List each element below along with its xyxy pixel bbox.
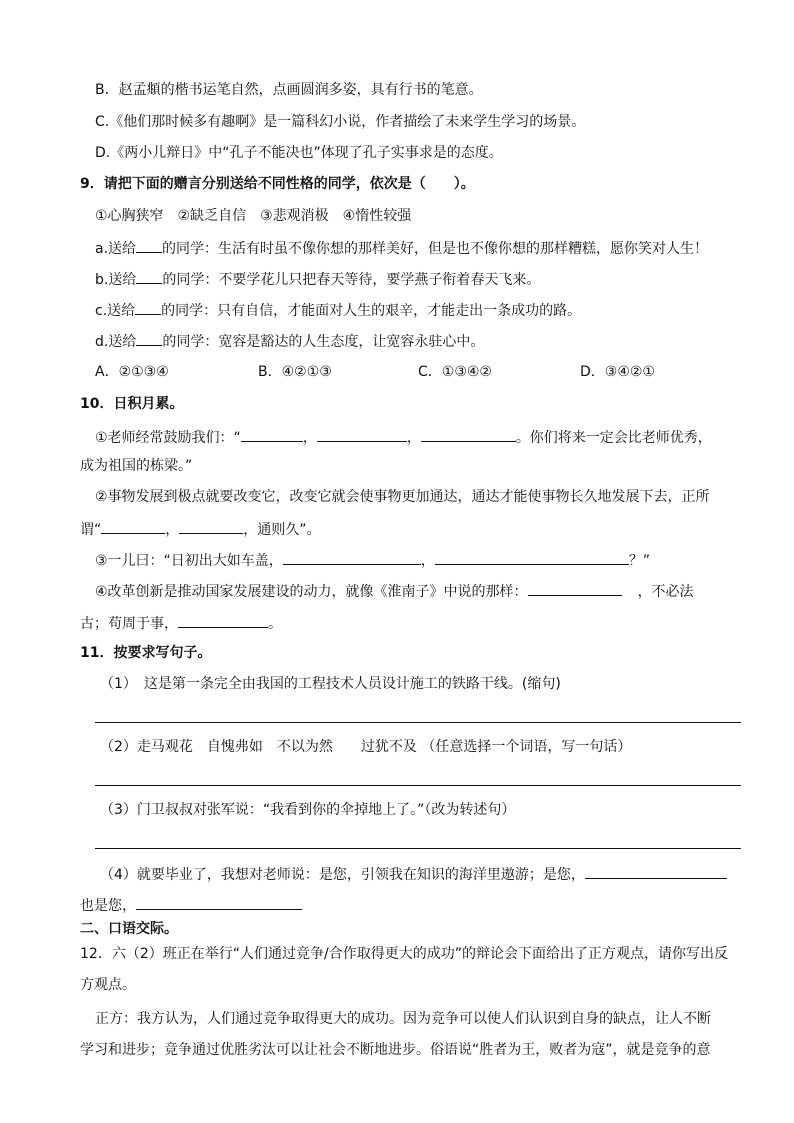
- q10-item4: [95, 580, 694, 602]
- q9-traits: ①心胸狭窄 ②缺乏自信 ③悲观消极 ④惰性较强: [95, 208, 412, 224]
- q9-choice-c[interactable]: C．①③④②: [418, 364, 492, 380]
- q10-item1-line2: 成为祖国的栋梁。”: [80, 458, 193, 474]
- q10-item1-pre: ①老师经常鼓励我们：“: [95, 430, 241, 446]
- q10-item2-post: ，通则久”。: [243, 522, 321, 538]
- q10-blank-9[interactable]: [178, 612, 268, 628]
- q11-sentence-4: [100, 863, 727, 885]
- q10-item1: [95, 426, 712, 448]
- q9-item-c: [95, 299, 581, 321]
- q11-sentence-2: （2）走马观花 自愧弗如 不以为然 过犹不及 （任意选择一个词语，写一句话）: [100, 739, 632, 755]
- q9-item-d-pre: d.送给: [95, 334, 137, 350]
- q9-item-c-pre: c.送给: [95, 303, 136, 319]
- q10-blank-1[interactable]: [241, 426, 303, 442]
- q9-item-b-post: 的同学：不要学花儿只把春天等待，要学燕子衔着春天飞来。: [162, 272, 541, 288]
- q9-item-b-pre: b.送给: [95, 272, 137, 288]
- q10-item4-pre: ④改革创新是推动国家发展建设的动力，就像《淮南子》中说的那样：: [95, 584, 528, 600]
- q11-stem: 11．按要求写句子。: [80, 645, 212, 661]
- q11-sentence-4-line2-text: 也是您，: [80, 898, 136, 914]
- q12-line-1: 12．六（2）班正在举行“人们通过竞争/合作取得更大的成功”的辩论会下面给出了正方观点，请你写出反: [80, 946, 728, 962]
- q9-blank-b[interactable]: [136, 268, 162, 284]
- q10-sep2: ，: [406, 430, 421, 446]
- q9-stem: 9．请把下面的赠言分别送给不同性格的同学，依次是（ ）。: [80, 176, 475, 192]
- q9-item-a: [95, 237, 708, 259]
- q11-sentence-4-text: （4）就要毕业了，我想对老师说：是您，引领我在知识的海洋里遨游；是您，: [100, 867, 585, 883]
- q10-item4-line2-post: 。: [268, 616, 282, 632]
- q9-blank-d[interactable]: [136, 330, 162, 346]
- q12-line-4: 学习和进步；竞争通过优胜劣汰可以让社会不断地进步。俗语说“胜者为王，败者为寇”，就是竞争的意: [80, 1042, 711, 1058]
- q9-item-c-post: 的同学：只有自信，才能面对人生的艰辛，才能走出一条成功的路。: [161, 303, 582, 319]
- q10-sep1: ，: [302, 430, 317, 446]
- q12-line-2: 方观点。: [80, 977, 136, 993]
- q10-item2-line2-pre: 谓“: [80, 522, 102, 538]
- q9-blank-c[interactable]: [135, 299, 161, 315]
- q9-choice-b[interactable]: B．④②①③: [258, 364, 332, 380]
- q11-sentence-1: （1） 这是第一条完全由我国的工程技术人员设计施工的铁路干线。(缩句): [100, 676, 561, 692]
- q9-choice-d[interactable]: D．③④②①: [580, 364, 655, 380]
- q10-item1-post: 。你们将来一定会比老师优秀，: [515, 430, 712, 446]
- q11-answer-line-2[interactable]: [95, 785, 741, 786]
- q9-item-a-pre: a.送给: [95, 241, 137, 257]
- q10-item4-line2-pre: 古；苟周于事，: [80, 616, 178, 632]
- q9-choice-a[interactable]: A．②①③④: [95, 364, 169, 380]
- q10-stem: 10．日积月累。: [80, 396, 184, 412]
- q10-item3-pre: ③一儿曰：“日初出大如车盖，: [95, 553, 283, 569]
- q10-item2-sep: ，: [165, 522, 180, 538]
- q9-item-a-post: 的同学：生活有时虽不像你想的那样美好，但是也不像你想的那样糟糕，愿你笑对人生！: [162, 241, 709, 257]
- q10-item3-post: ？”: [628, 553, 651, 569]
- q10-blank-8[interactable]: [528, 580, 622, 596]
- q11-blank-4a[interactable]: [585, 863, 727, 879]
- q10-item3: [95, 549, 650, 571]
- q11-blank-4b[interactable]: [136, 894, 302, 910]
- q10-blank-6[interactable]: [283, 549, 421, 565]
- q8-option-d: D.《两小儿辩日》中“孔子不能决也”体现了孔子实事求是的态度。: [95, 145, 503, 161]
- q9-item-d-post: 的同学：宽容是豁达的人生态度，让宽容永驻心中。: [162, 334, 485, 350]
- q11-sentence-4-line2: [80, 894, 302, 916]
- q10-blank-3[interactable]: [421, 426, 516, 442]
- q9-item-b: [95, 268, 540, 290]
- q8-option-c: C.《他们那时候多有趣啊》是一篇科幻小说，作者描绘了未来学生学习的场景。: [95, 114, 586, 130]
- q9-item-d: [95, 330, 484, 352]
- q10-blank-4[interactable]: [101, 518, 165, 534]
- q12-line-3: 正方：我方认为，人们通过竞争取得更大的成功。因为竞争可以使人们认识到自身的缺点，让人不断: [95, 1011, 711, 1027]
- q11-answer-line-1[interactable]: [95, 722, 741, 723]
- q10-item2: ②事物发展到极点就要改变它，改变它就会使事物更加通达，通达才能使事物长久地发展下去，正所: [95, 489, 710, 505]
- section-2-title: 二、口语交际。: [80, 921, 178, 937]
- q9-blank-a[interactable]: [136, 237, 162, 253]
- q10-item2-line2: [80, 518, 321, 540]
- q10-item4-post: ，不必法: [637, 584, 694, 600]
- q10-blank-5[interactable]: [179, 518, 243, 534]
- q11-answer-line-3[interactable]: [95, 848, 741, 849]
- q8-option-b: B．赵孟頫的楷书运笔自然，点画圆润多姿，具有行书的笔意。: [95, 82, 483, 98]
- q10-item3-sep: ，: [420, 553, 435, 569]
- q10-item4-line2: [80, 612, 282, 634]
- q10-blank-7[interactable]: [435, 549, 629, 565]
- q11-sentence-3: （3）门卫叔叔对张军说：“我看到你的伞掉地上了。”（改为转述句）: [100, 802, 516, 818]
- q10-blank-2[interactable]: [317, 426, 407, 442]
